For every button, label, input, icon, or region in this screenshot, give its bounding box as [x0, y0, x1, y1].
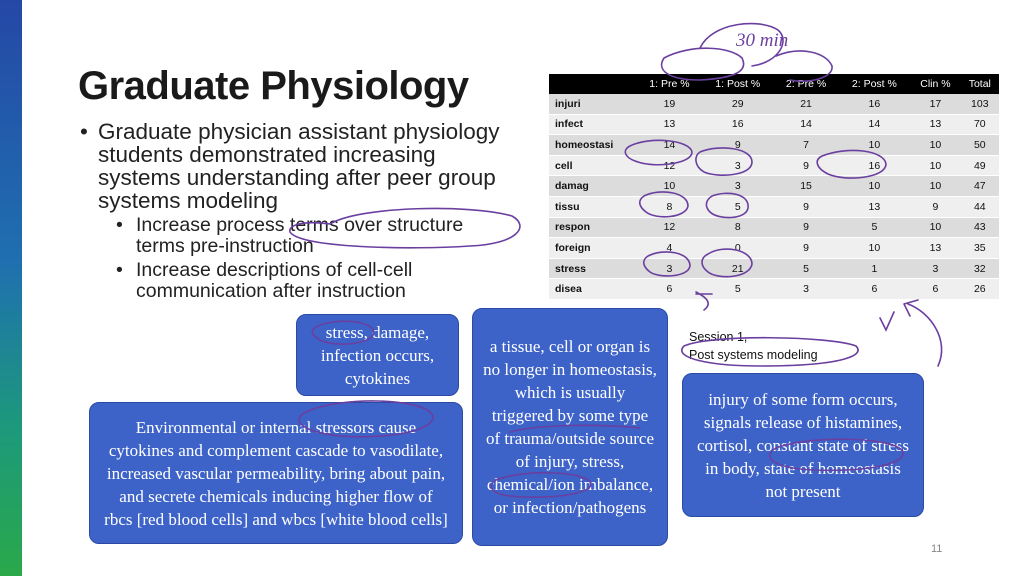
table-cell: 16: [702, 114, 774, 135]
box-environmental-text: Environmental or internal stressors cause cytokines and complement cascade to vasodilate, increased vascular permeability, bring about pain, and secrete chemicals inducing higher flow of rbcs [red blood cells] and wbcs [white blood cells]: [104, 417, 448, 529]
session-note: [689, 328, 818, 364]
table-cell: 12: [637, 217, 702, 238]
table-cell: 29: [702, 94, 774, 114]
table-cell: 44: [961, 196, 999, 217]
side-accent-bar: [0, 0, 22, 576]
table-cell: 4: [637, 238, 702, 259]
table-cell: 103: [961, 94, 999, 114]
session-note-line1: Session 1,: [689, 330, 748, 344]
table-cell: 8: [637, 196, 702, 217]
table-cell: 3: [702, 155, 774, 176]
table-cell: 13: [637, 114, 702, 135]
header-total: Total: [961, 74, 999, 94]
table-cell: homeostasi: [549, 135, 637, 156]
table-row: [549, 196, 999, 217]
table-cell: 12: [637, 155, 702, 176]
box-injury-text: injury of some form occurs, signals release of histamines, cortisol, constant state of stress in body, state of homeostasis not present: [697, 389, 909, 501]
table-row: [549, 238, 999, 259]
table-cell: 14: [637, 135, 702, 156]
table-cell: 9: [910, 196, 960, 217]
bullet-main: • Graduate physician assistant physiology students demonstrated increasing systems understanding after peer group systems modeling: [80, 120, 510, 212]
sub-bullet-process-terms: • Increase process terms over structure terms pre-instruction: [80, 215, 510, 257]
ink-header-circle-2: [700, 24, 783, 66]
table-cell: 8: [702, 217, 774, 238]
box-tissue-homeostasis: [472, 308, 668, 546]
table-cell: 5: [702, 196, 774, 217]
table-cell: 50: [961, 135, 999, 156]
table-cell: 16: [839, 155, 911, 176]
box-stress-damage: [296, 314, 459, 396]
table-header-row: [549, 74, 999, 94]
table-row: [549, 217, 999, 238]
table-cell: 7: [774, 135, 839, 156]
table-cell: 13: [910, 114, 960, 135]
box-injury-signals: [682, 373, 924, 517]
table-cell: 15: [774, 176, 839, 197]
table-cell: 9: [774, 238, 839, 259]
table-cell: 13: [839, 196, 911, 217]
table-cell: 14: [839, 114, 911, 135]
table-cell: 6: [637, 279, 702, 300]
table-cell: 21: [774, 94, 839, 114]
slide-title: Graduate Physiology: [78, 64, 469, 108]
table-cell: 5: [774, 258, 839, 279]
table-cell: 9: [702, 135, 774, 156]
table-cell: 10: [910, 176, 960, 197]
table-cell: 5: [702, 279, 774, 300]
table-row: [549, 279, 999, 300]
table-cell: 26: [961, 279, 999, 300]
table-row: [549, 258, 999, 279]
table-cell: infect: [549, 114, 637, 135]
table-cell: 19: [637, 94, 702, 114]
box-environmental-stressors: [89, 402, 463, 544]
table-cell: 9: [774, 196, 839, 217]
table-cell: 47: [961, 176, 999, 197]
table-cell: 10: [839, 238, 911, 259]
table-cell: 32: [961, 258, 999, 279]
table-row: [549, 114, 999, 135]
ink-arrow-curve: [904, 300, 942, 366]
table-cell: 10: [910, 135, 960, 156]
table-cell: 1: [839, 258, 911, 279]
session-note-line2: Post systems modeling: [689, 348, 818, 362]
table-cell: 10: [910, 155, 960, 176]
table-cell: disea: [549, 279, 637, 300]
term-frequency-table: [549, 74, 999, 300]
table-cell: foreign: [549, 238, 637, 259]
table-cell: 13: [910, 238, 960, 259]
table-cell: 3: [774, 279, 839, 300]
table-cell: 9: [774, 217, 839, 238]
box-stress-damage-text: stress, damage, infection occurs, cytokines: [320, 322, 435, 388]
table-cell: 10: [910, 217, 960, 238]
table-cell: stress: [549, 258, 637, 279]
header-2-pre: 2: Pre %: [774, 74, 839, 94]
table-cell: 6: [839, 279, 911, 300]
table-cell: 3: [637, 258, 702, 279]
table-cell: injuri: [549, 94, 637, 114]
header-term: [549, 74, 637, 94]
table-cell: 10: [839, 135, 911, 156]
annotation-30-min: 30 min: [736, 30, 789, 51]
table-row: [549, 94, 999, 114]
table-cell: 17: [910, 94, 960, 114]
table-cell: respon: [549, 217, 637, 238]
table-cell: 70: [961, 114, 999, 135]
table-cell: 35: [961, 238, 999, 259]
table-cell: 49: [961, 155, 999, 176]
sub-bullet-cell-communication: • Increase descriptions of cell-cell communication after instruction: [80, 260, 510, 302]
header-clin: Clin %: [910, 74, 960, 94]
table-cell: 6: [910, 279, 960, 300]
table-cell: tissu: [549, 196, 637, 217]
table-cell: 0: [702, 238, 774, 259]
bullet-list: [80, 120, 510, 302]
table-row: [549, 176, 999, 197]
table-cell: 21: [702, 258, 774, 279]
table-row: [549, 155, 999, 176]
table-cell: 10: [637, 176, 702, 197]
table-row: [549, 135, 999, 156]
header-1-pre: 1: Pre %: [637, 74, 702, 94]
table-cell: 9: [774, 155, 839, 176]
table-cell: damag: [549, 176, 637, 197]
table-cell: cell: [549, 155, 637, 176]
table-cell: 3: [910, 258, 960, 279]
table-cell: 16: [839, 94, 911, 114]
ink-check-mark: [880, 312, 894, 330]
box-tissue-text: a tissue, cell or organ is no longer in homeostasis, which is usually triggered by some type of trauma/outside source of injury, stress, chemical/ion imbalance, or infection/pathogens: [483, 337, 657, 517]
header-2-post: 2: Post %: [839, 74, 911, 94]
table-cell: 10: [839, 176, 911, 197]
page-number: 11: [931, 543, 943, 555]
table-cell: 14: [774, 114, 839, 135]
table-cell: 3: [702, 176, 774, 197]
table-cell: 43: [961, 217, 999, 238]
header-1-post: 1: Post %: [702, 74, 774, 94]
table-cell: 5: [839, 217, 911, 238]
